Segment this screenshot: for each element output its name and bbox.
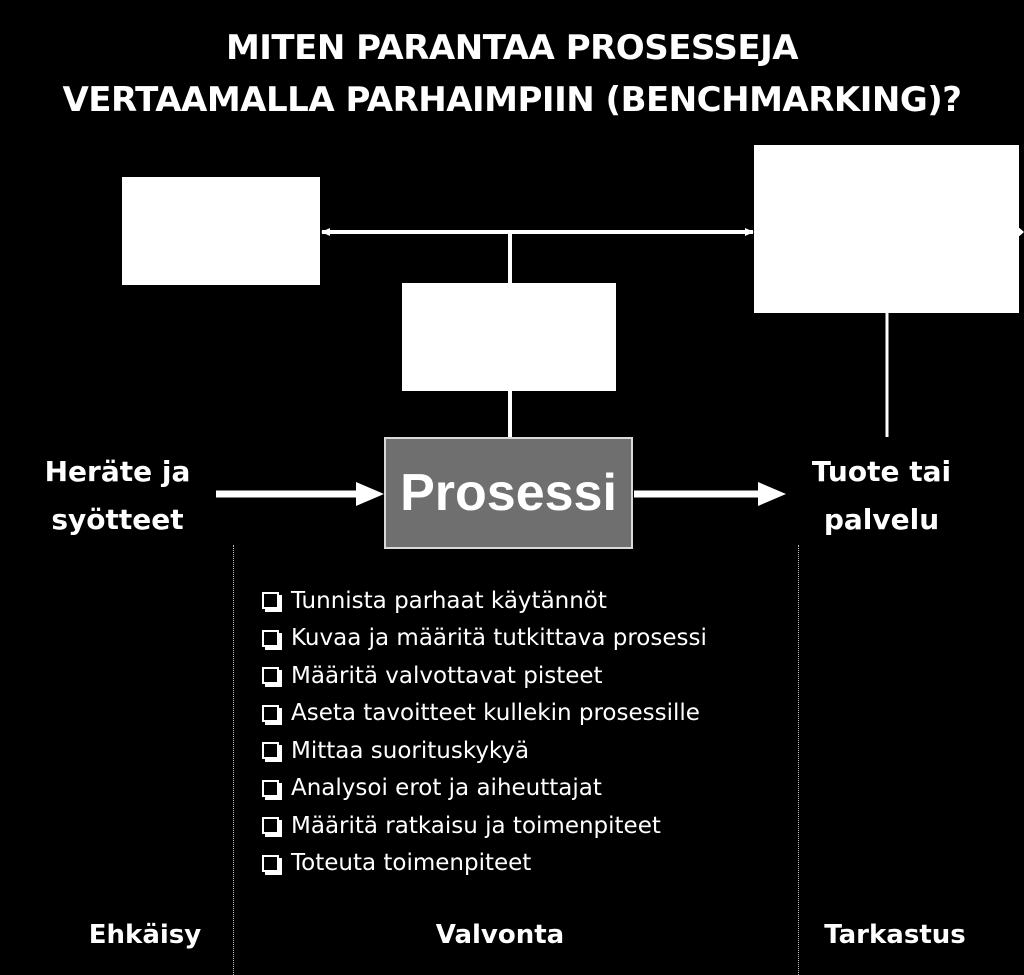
checklist-item-label: Toteuta toimenpiteet <box>291 850 532 877</box>
output-label <box>794 448 969 544</box>
checklist-item <box>262 845 707 883</box>
column-divider-left <box>233 545 234 975</box>
output-label-line-1: Tuote tai <box>811 455 952 488</box>
checklist-item-label: Kuvaa ja määritä tutkittava prosessi <box>291 625 707 652</box>
checkbox-icon <box>262 780 279 797</box>
checklist-item <box>262 620 707 658</box>
input-label <box>30 448 205 544</box>
checklist-item-label: Määritä valvottavat pisteet <box>291 662 603 689</box>
checkbox-icon <box>262 742 279 759</box>
checkbox-icon <box>262 592 279 609</box>
checkbox-icon <box>262 630 279 647</box>
checklist-item-label: Tunnista parhaat käytännöt <box>291 587 607 614</box>
input-label-line-2: syötteet <box>51 503 184 536</box>
checklist-item-label: Määritä ratkaisu ja toimenpiteet <box>291 812 661 839</box>
column-label-control: Valvonta <box>435 920 565 950</box>
checklist-item <box>262 807 707 845</box>
checklist-item-label: Aseta tavoitteet kullekin prosessille <box>291 700 700 727</box>
checklist-item <box>262 657 707 695</box>
checklist-item <box>262 732 707 770</box>
arrow-right-icon <box>356 482 384 506</box>
arrow-right-icon <box>758 482 786 506</box>
checklist-item <box>262 770 707 808</box>
input-label-line-1: Heräte ja <box>44 455 191 488</box>
checkbox-icon <box>262 855 279 872</box>
blank-box-left <box>122 177 320 285</box>
column-divider-right <box>798 545 799 975</box>
checklist <box>262 582 707 882</box>
checklist-item <box>262 695 707 733</box>
checkbox-icon <box>262 705 279 722</box>
checklist-item-label: Mittaa suorituskykyä <box>291 737 530 764</box>
column-label-inspection: Tarkastus <box>824 920 966 950</box>
column-label-prevention: Ehkäisy <box>88 920 202 950</box>
checklist-item <box>262 582 707 620</box>
process-box <box>384 437 633 549</box>
title-line-2: VERTAAMALLA PARHAIMPIIN (BENCHMARKING)? <box>62 80 962 120</box>
checkbox-icon <box>262 817 279 834</box>
page-title <box>0 22 1024 126</box>
checklist-item-label: Analysoi erot ja aiheuttajat <box>291 775 602 802</box>
title-line-1: MITEN PARANTAA PROSESSEJA <box>225 28 799 68</box>
checkbox-icon <box>262 667 279 684</box>
blank-box-right <box>754 145 1019 313</box>
process-label: Prosessi <box>400 464 617 522</box>
blank-box-center <box>402 283 616 391</box>
output-label-line-2: palvelu <box>823 503 940 536</box>
